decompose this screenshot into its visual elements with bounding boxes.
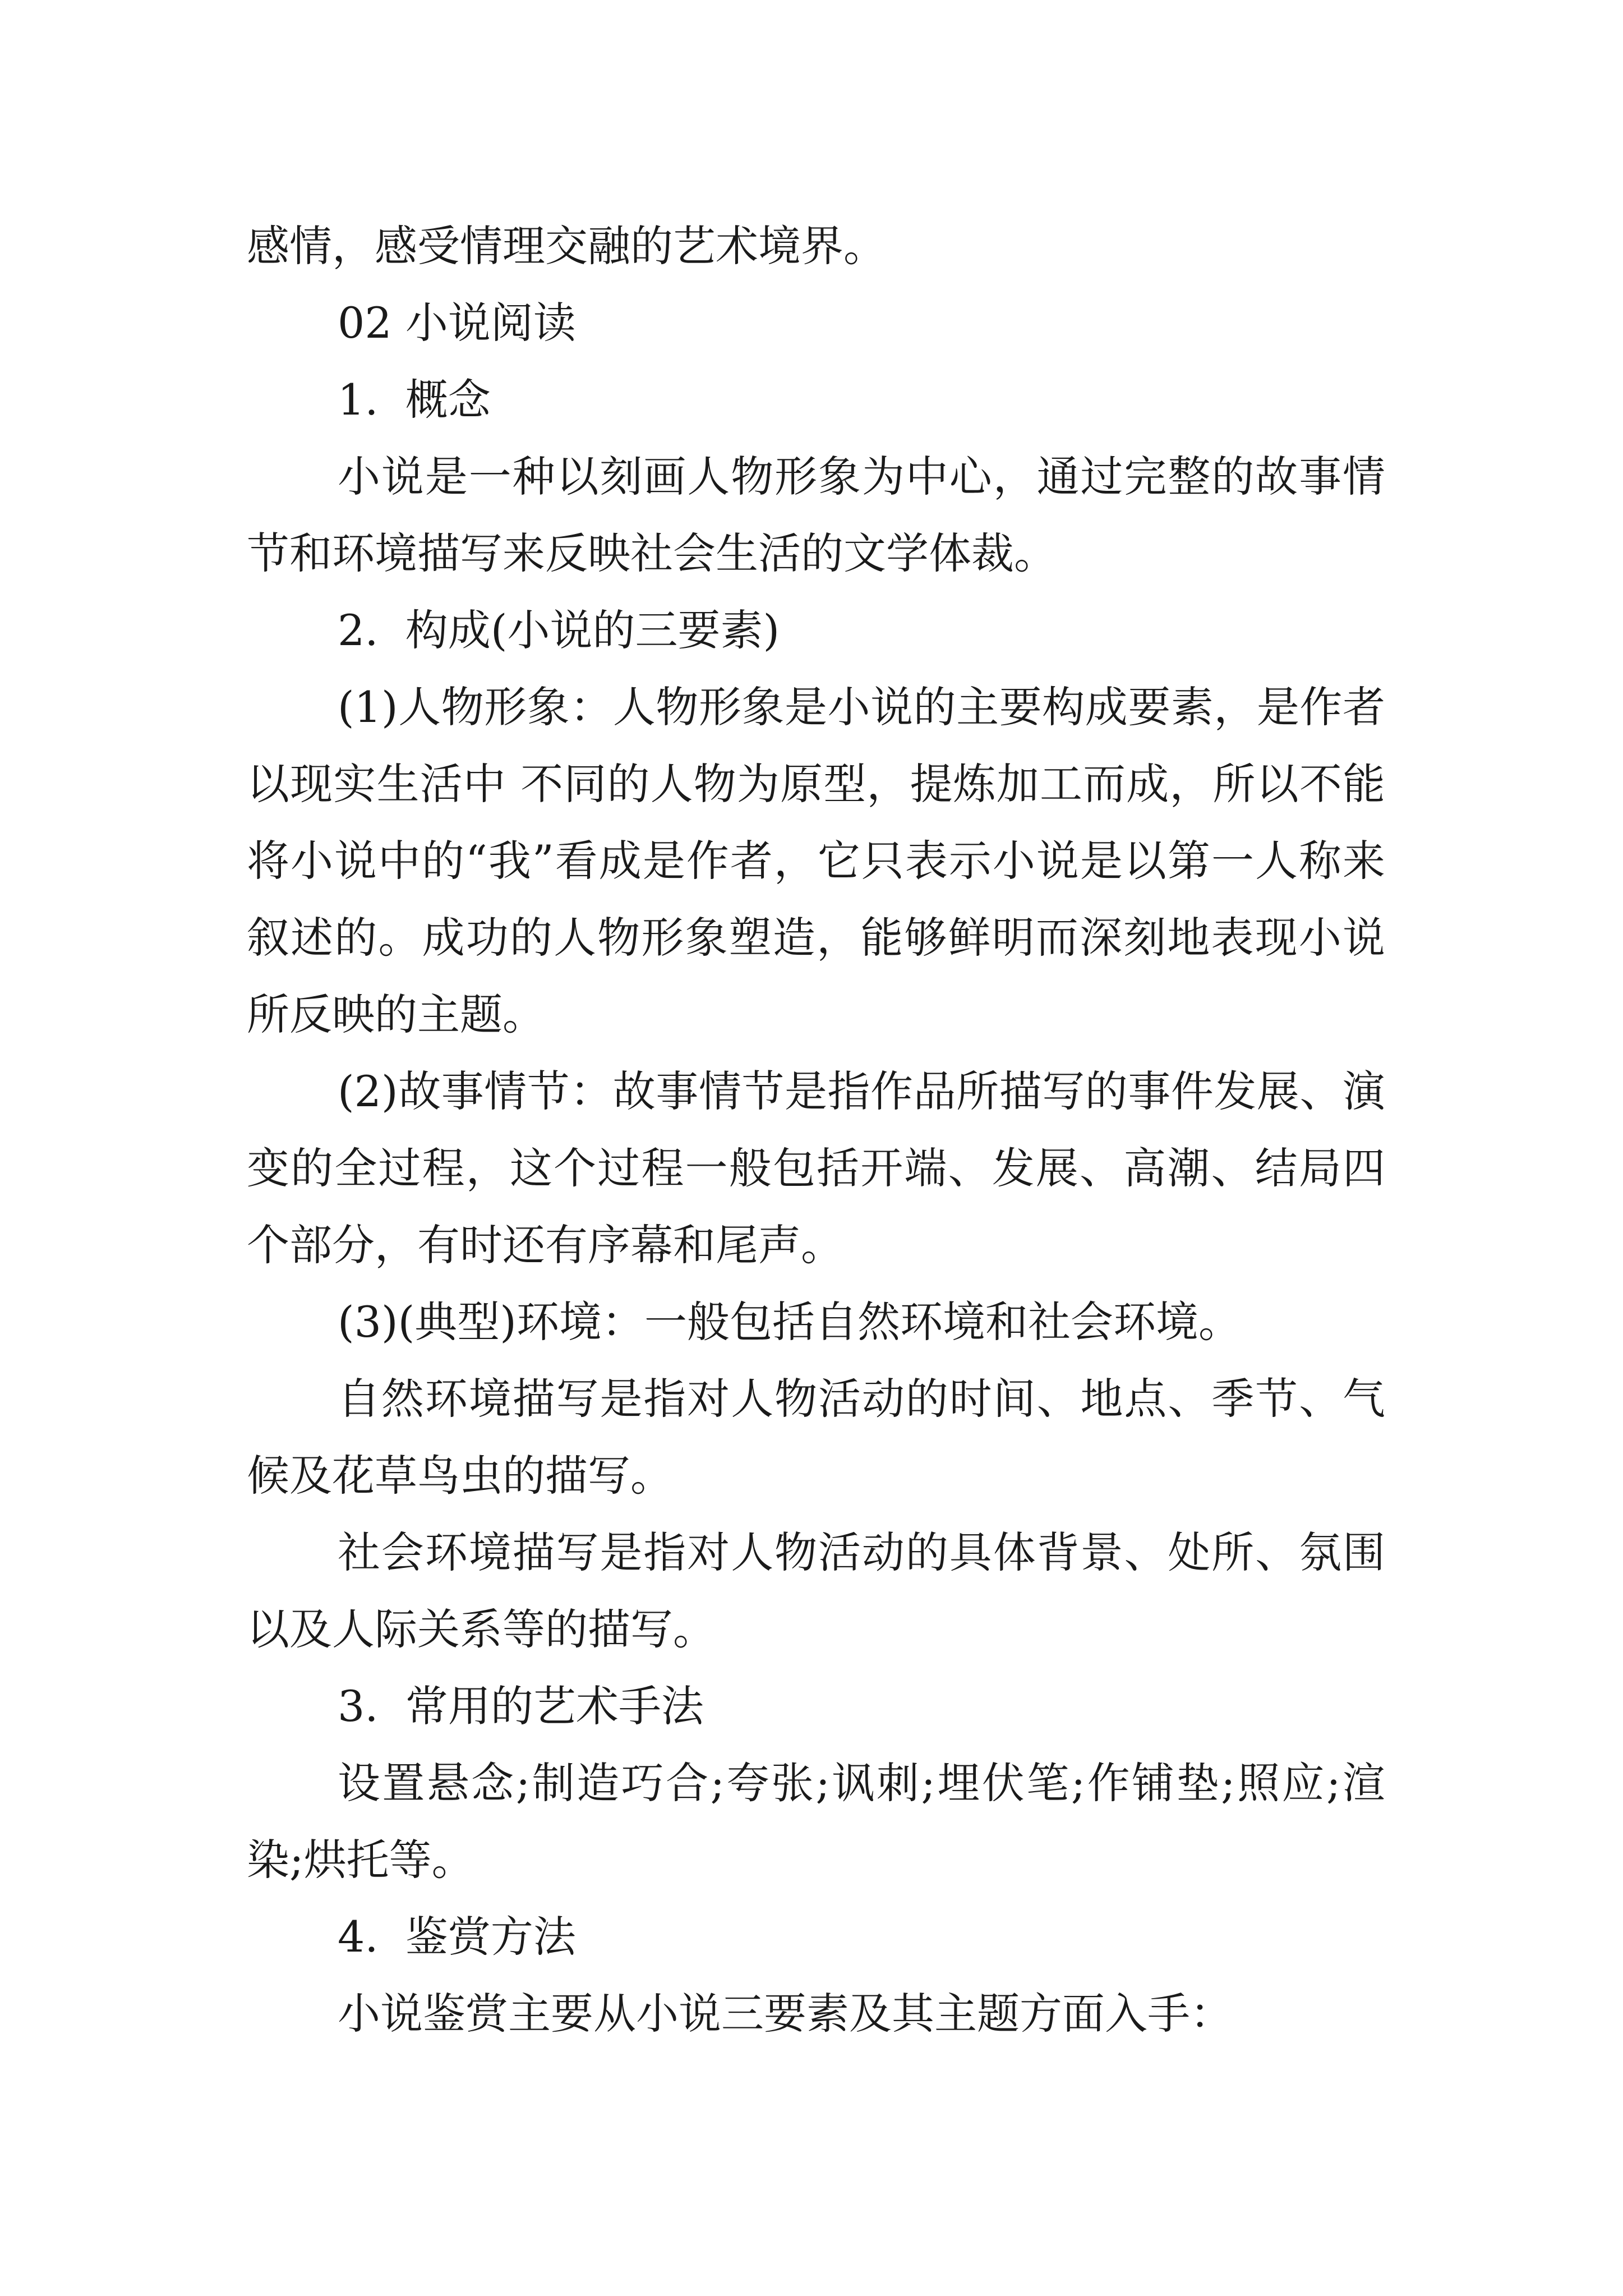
paragraph-techniques-list: 设置悬念;制造巧合;夸张;讽刺;埋伏笔;作铺垫;照应;渲染;烘托等。 <box>247 1758 1385 1885</box>
paragraph-concept-definition: 小说是一种以刻画人物形象为中心，通过完整的故事情节和环境描写来反映社会生活的文学体裁。 <box>247 452 1385 578</box>
paragraph-natural-environment: 自然环境描写是指对人物活动的时间、地点、季节、气候及花草鸟虫的描写。 <box>247 1374 1385 1501</box>
subheading-concept: 1. 概念 <box>338 375 491 425</box>
subheading-art-techniques: 3. 常用的艺术手法 <box>338 1681 704 1731</box>
paragraph-plot: (2)故事情节：故事情节是指作品所描写的事件发展、演变的全过程，这个过程一般包括开端、发展、高潮、结局四个部分，有时还有序幕和尾声。 <box>247 1066 1385 1270</box>
paragraph-appreciation-intro: 小说鉴赏主要从小说三要素及其主题方面入手： <box>338 1989 1233 2039</box>
subheading-composition: 2. 构成(小说的三要素) <box>338 605 780 655</box>
paragraph-character-image: (1)人物形象：人物形象是小说的主要构成要素，是作者以现实生活中 不同的人物为原型，提炼加工而成，所以不能将小说中的“我”看成是作者，它只表示小说是以第一人称来叙述的。成功的人物形象塑造，能够鲜明而深刻地表现小说所反映的主题。 <box>247 682 1385 1039</box>
paragraph-continuation: 感情，感受情理交融的艺术境界。 <box>247 221 886 271</box>
document-body <box>247 208 1385 2052</box>
section-heading-novel-reading: 02 小说阅读 <box>338 298 576 348</box>
paragraph-environment: (3)(典型)环境：一般包括自然环境和社会环境。 <box>338 1297 1241 1347</box>
paragraph-social-environment: 社会环境描写是指对人物活动的具体背景、处所、氛围以及人际关系等的描写。 <box>247 1527 1385 1654</box>
subheading-appreciation-method: 4. 鉴赏方法 <box>338 1912 576 1962</box>
